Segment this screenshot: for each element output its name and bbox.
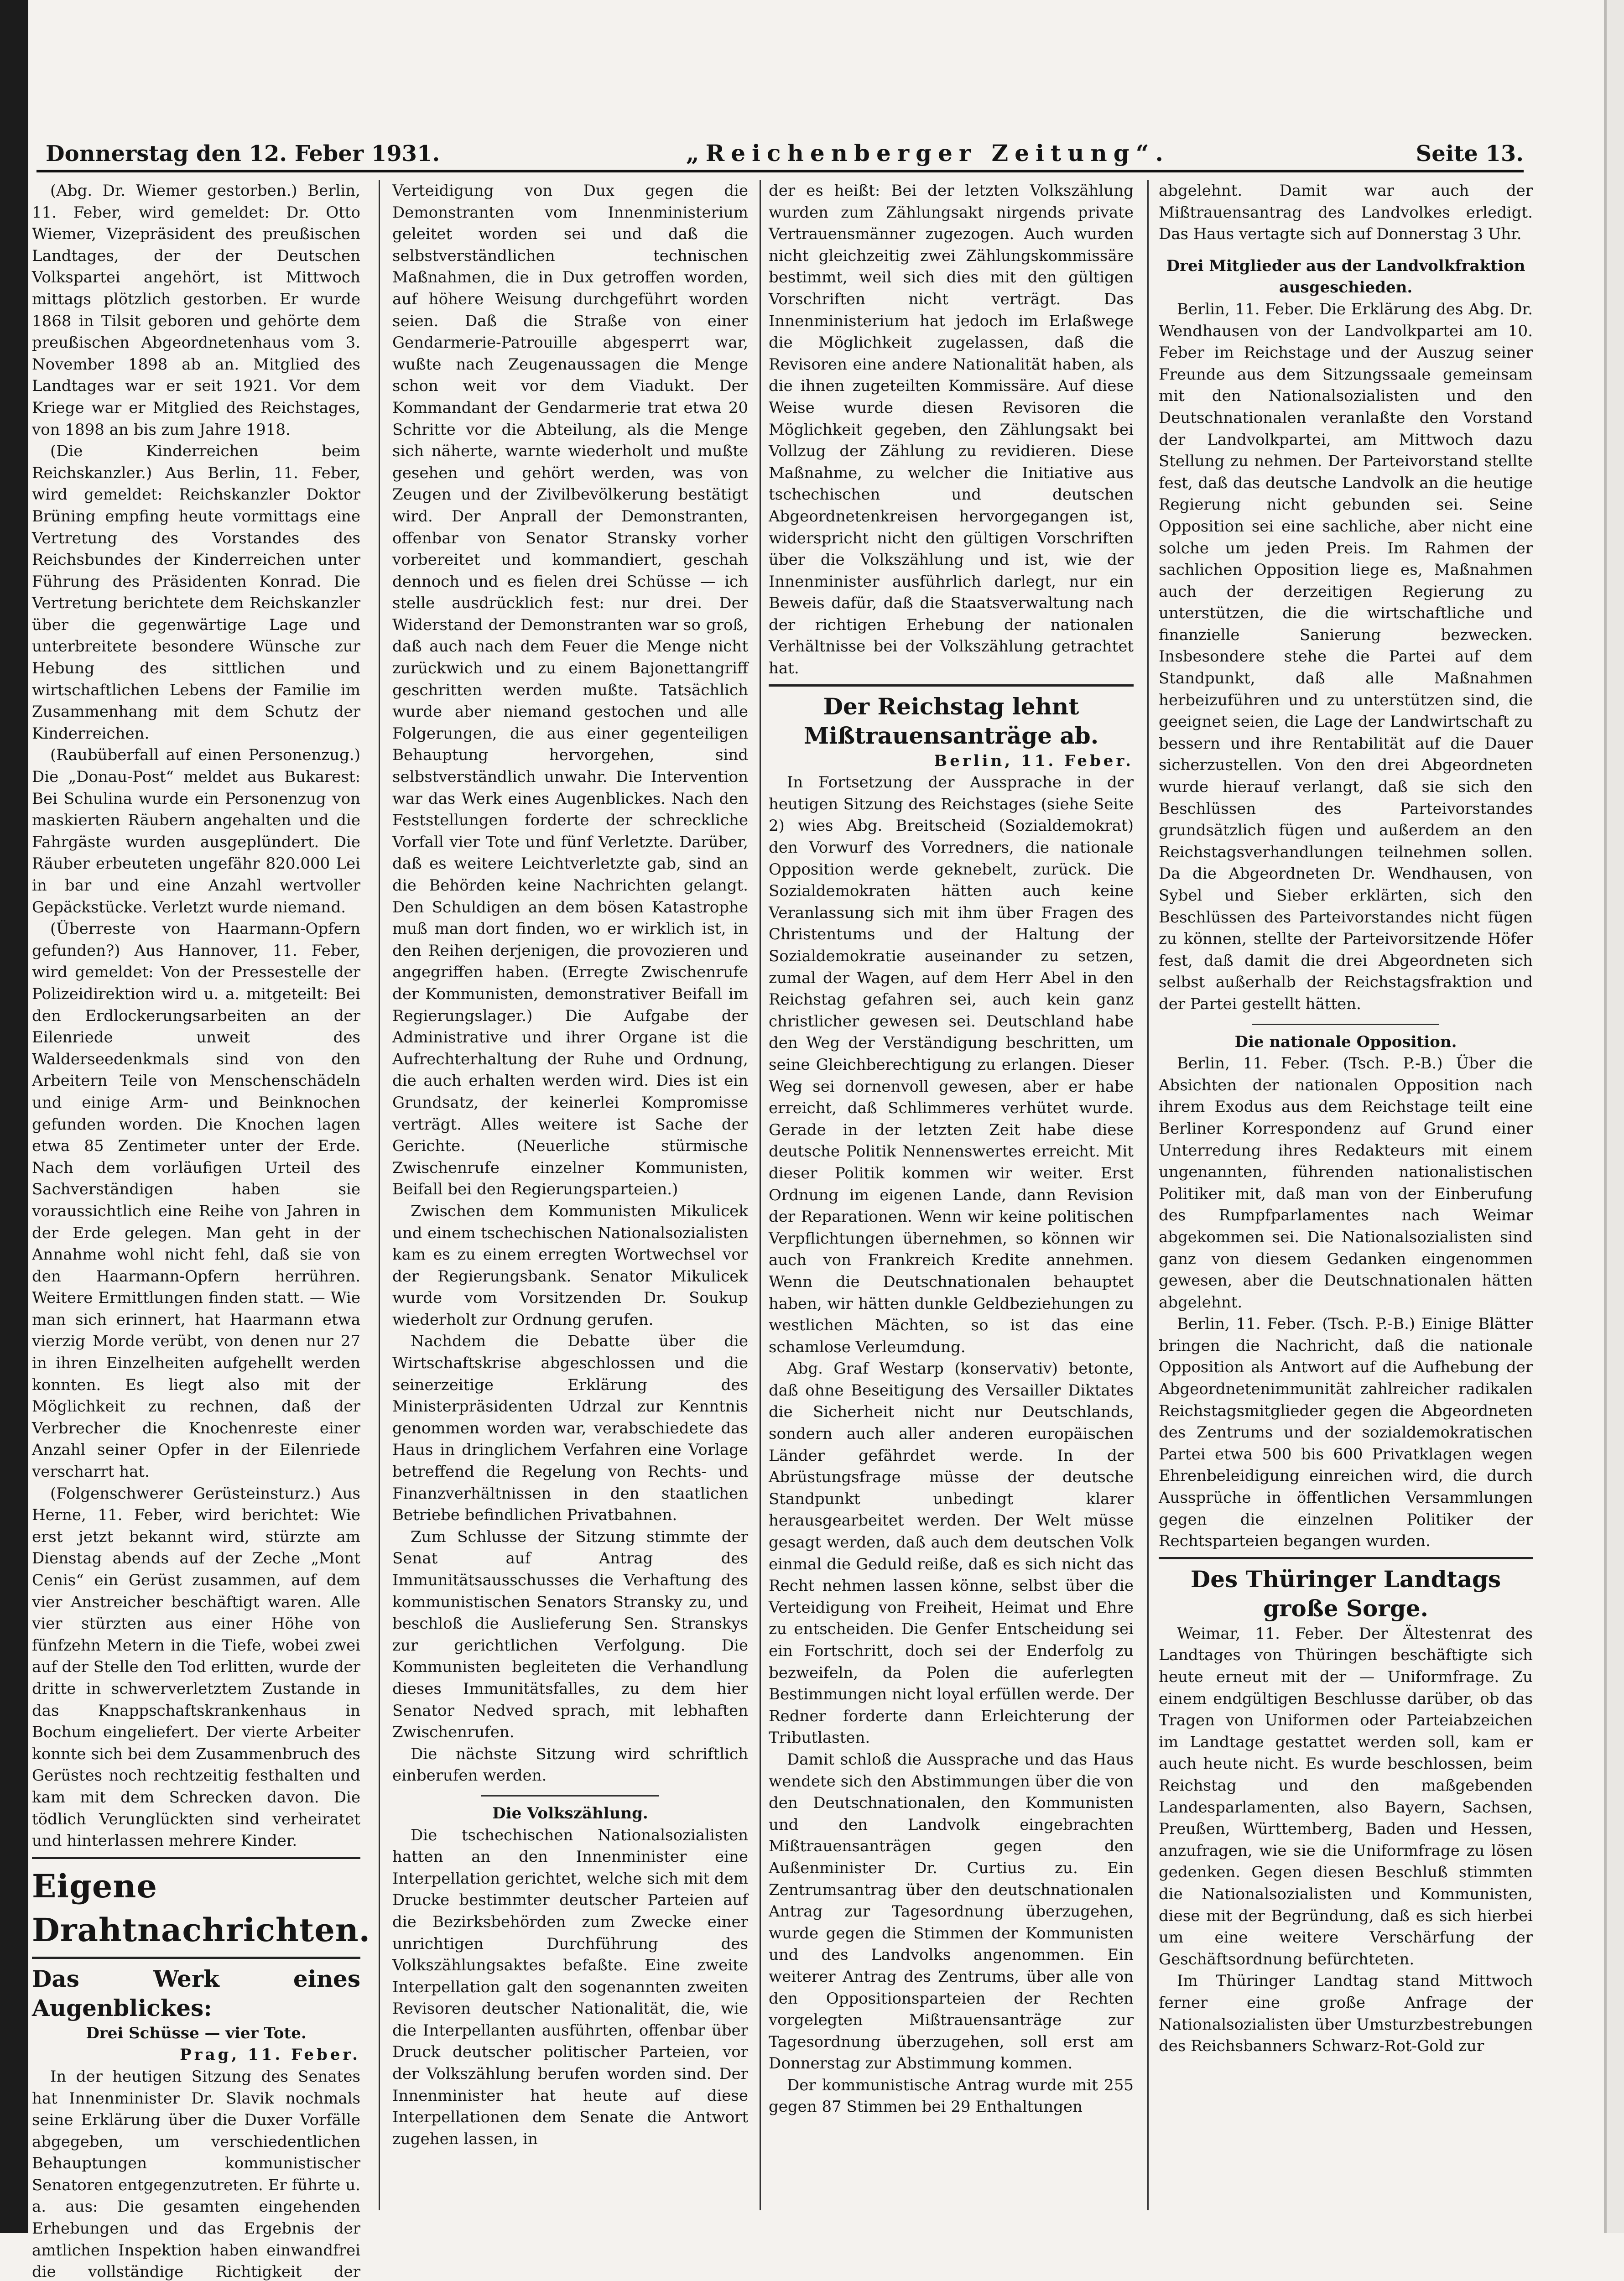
column-1: [32, 180, 371, 2281]
article-paragraph: In der heutigen Sitzung des Senates hat Innenminister Dr. Slavik nochmals seine Erklärung über die Duxer Vorfälle abgegeben, um verschiedentlichen Behauptungen kommunistischer Senatoren entgegenzutreten. Er führte u. a. aus: Die gesamten eingehenden Erhebungen und das Ergebnis der amtlichen Inspektion haben einwandfrei die vollständige Richtigkeit der: [32, 2067, 360, 2281]
article-paragraph: der es heißt: Bei der letzten Volkszählung wurden zum Zählungsakt nirgends private Vertrauensmänner zugezogen. Auch wurden nicht gleichzeitig zwei Zählungskommissäre bestimmt, weil sich dies mit den gültigen Vorschriften nicht verträgt. Das Innenministerium hat jedoch im Erlaßwege die Möglichkeit zugelassen, daß die Revisoren eine andere Nationalität haben, als die ihnen zugeteilten Kommissäre. Auf diese Weise wurde diesen Revisoren die Möglichkeit gegeben, den Zählungsakt bei Vollzug der Zählung zu revidieren. Diese Maßnahme, zu welcher die Initiative aus tschechischen und deutschen Abgeordnetenkreisen hervorgegangen ist, widerspricht nicht den gültigen Vorschriften über die Volkszählung und ist, wie der Innenminister ausführlich darlegt, nur ein Beweis dafür, daß die Staatsverwaltung nach der richtigen Erhebung der nationalen Verhältnisse bei der Volkszählung getrachtet hat.: [769, 182, 1134, 678]
article-heading: Drei Mitglieder aus der Landvolkfraktion ausgeschieden.: [1166, 256, 1525, 297]
article-paragraph: Der kommunistische Antrag wurde mit 255 gegen 87 Stimmen bei 29 Enthaltungen: [769, 2076, 1134, 2116]
scan-edge-left: [0, 0, 28, 2233]
article-subhead: Drei Schüsse — vier Tote.: [86, 2024, 307, 2042]
article-headline: Der Reichstag lehnt: [823, 693, 1079, 720]
article-paragraph: Berlin, 11. Feber. (Tsch. P.-B.) Einige Blätter bringen die Nachricht, daß die nationale Opposition als Antwort auf die Aufhebung der Abgeordnetenimmunität zahlreicher radikalen Reichstagsmitglieder gegen die Abgeordneten des Zentrums und der sozialdemokratischen Partei etwa 500 bis 600 Privatklagen wegen Ehrenbeleidigung einreichen wird, die durch Aussprüche in öffentlichen Versammlungen gegen die einzelnen Politiker der Rechtsparteien begangen wurden.: [1159, 1315, 1533, 1551]
section-rule: [1252, 1024, 1439, 1025]
article-dateline: Berlin, 11. Feber.: [934, 751, 1134, 770]
column-separator: [379, 180, 380, 2210]
article-paragraph: Abg. Graf Westarp (konservativ) betonte, daß ohne Beseitigung des Versailler Diktates die Sicherheit nicht nur Deutschlands, sondern auch aller anderen europäischen Länder gefährdet werde. In der Abrüstungsfrage müsse der deutsche Standpunkt unbedingt klarer herausgearbeitet werden. Der Welt müsse gesagt werden, daß auch dem deutschen Volk einmal die Geduld reiße, daß es sich nicht das Recht nehmen lassen könne, selbst über die Verteidigung von Freiheit, Heimat und Ehre zu entscheiden. Die Genfer Entscheidung sei ein Fortschritt, doch sei der Enderfolg zu bezweifeln, da Polen die auferlegten Bestimmungen nicht loyal erfüllen werde. Der Redner forderte dann Erleichterung der Tributlasten.: [769, 1359, 1134, 1747]
column-4: [1159, 180, 1533, 2219]
article-headline: Des Thüringer Landtags: [1190, 1565, 1501, 1593]
scan-edge-right: [1604, 0, 1624, 2233]
article-paragraph: Die tschechischen Nationalsozialisten hatten an den Innenminister eine Interpellation gerichtet, welche sich mit dem Drucke bestimmter deutscher Parteien auf die Bezirksbehörden zum Zwecke einer unrichtigen Durchführung des Volkszählungsaktes befaßte. Eine zweite Interpellation galt den sogenannten zweiten Revisoren deutscher Nationalität, die, wie die Interpellanten ausführten, offenbar über Druck deutscher politischer Parteien, vor der Volkszählung berufen worden sind. Der Innenminister hat heute auf diese Interpellationen dem Senate die Antwort zugehen lassen, in: [392, 1826, 748, 2148]
article-paragraph: (Überreste von Haarmann-Opfern gefunden?) Aus Hannover, 11. Feber, wird gemeldet: Von der Pressestelle der Polizeidirektion wird u. a. mitgeteilt: Bei den Erdlockerungsarbeiten an der Eilenriede unweit des Walderseedenkmals sind von den Arbeitern Teile von Menschenschädeln und einige Arm- und Beinknochen gefunden worden. Die Knochen lagen etwa 85 Zentimeter unter der Erde. Nach dem vorläufigen Urteil des Sachverständigen haben sie voraussichtlich eine Reihe von Jahren in der Erde gelegen. Man geht in der Annahme wohl nicht fehl, daß sie von den Haarmann-Opfern herrühren. Weitere Ermittlungen finden statt. — Wie man sich erinnert, hat Haarmann etwa vierzig Morde verübt, von denen nur 27 in ihren Einzelheiten aufgehellt werden konnten. Es liegt also mit der Möglichkeit zu rechnen, daß der Verbrecher die Knochenreste einer Anzahl seiner Opfer in der Eilenriede verscharrt hat.: [32, 920, 360, 1481]
article-paragraph: Die nächste Sitzung wird schriftlich einberufen werden.: [392, 1745, 748, 1785]
column-3: [769, 180, 1134, 2219]
article-paragraph: Zum Schlusse der Sitzung stimmte der Senat auf Antrag des Immunitätsausschusses die Verhaftung des kommunistischen Senators Stransky zu, und beschloß die Auslieferung Sen. Stranskys zur gerichtlichen Verfolgung. Die Kommunisten begleiteten die Verhandlung dieses Immunitätsfalles, zu dem hier Senator Nedved sprach, mit lebhaften Zwischenrufen.: [392, 1527, 748, 1742]
article-paragraph: Im Thüringer Landtag stand Mittwoch ferner eine große Anfrage der Nationalsozialisten über Umsturzbestrebungen des Reichsbanners Schwarz-Rot-Gold zur: [1159, 1972, 1533, 2056]
article-paragraph: Zwischen dem Kommunisten Mikulicek und einem tschechischen Nationalsozialisten kam es zu einem erregten Wortwechsel vor der Regierungsbank. Senator Mikulicek wurde vom Vorsitzenden Dr. Soukup wiederholt zur Ordnung gerufen.: [392, 1202, 748, 1329]
page-header: [46, 130, 1524, 167]
article-paragraph: Damit schloß die Aussprache und das Haus wendete sich den Abstimmungen über die von den Deutschnationalen, den Kommunisten und den Landvolk eingebrachten Mißtrauensanträgen gegen den Außenminister Dr. Curtius zu. Ein Zentrumsantrag über den deutschnationalen Antrag zur Tagesordnung überzugehen, wurde gegen die Stimmen der Kommunisten und des Landvolks angenommen. Ein weiterer Antrag des Zentrums, über alle von den Oppositionsparteien der Rechten vorgelegten Mißtrauensanträge zur Tagesordnung überzugehen, soll erst am Donnerstag zur Abstimmung kommen.: [769, 1750, 1134, 2073]
section-rule: [32, 1857, 360, 1859]
section-rule: [769, 684, 1134, 687]
article-headline: Das Werk eines Augenblickes:: [32, 1965, 360, 2021]
section-rule: [481, 1795, 659, 1797]
column-separator: [760, 180, 761, 2210]
column-2: [392, 180, 748, 2219]
article-paragraph: abgelehnt. Damit war auch der Mißtrauensantrag des Landvolkes erledigt. Das Haus vertagte sich auf Donnerstag 3 Uhr.: [1159, 182, 1533, 244]
section-rule: [1159, 1557, 1533, 1559]
article-paragraph: (Abg. Dr. Wiemer gestorben.) Berlin, 11. Feber, wird gemeldet: Dr. Otto Wiemer, Vizepräsident des preußischen Landtages, der der Deutschen Volkspartei angehört, ist Mittwoch mittags plötzlich gestorben. Er wurde 1868 in Tilsit geboren und gehörte dem preußischen Abgeordnetenhaus vom 3. November 1898 ab an. Mitglied des Landtages war er seit 1921. Vor dem Kriege war er Mitglied des Reichstages, von 1898 an bis zum Jahre 1918.: [32, 182, 360, 439]
article-heading: Die Volkszählung.: [492, 1804, 648, 1823]
section-banner: Eigene Drahtnachrichten.: [32, 1867, 371, 1949]
header-rule: [36, 170, 1524, 172]
article-paragraph: Weimar, 11. Feber. Der Ältestenrat des Landtages von Thüringen beschäftigte sich heute erneut mit der — Uniformfrage. Zu einem endgültigen Beschlusse darüber, ob das Tragen von Uniformen oder Parteiabzeichen im Landtage gestattet werden soll, kam er auch heute nicht. Es wurde beschlossen, beim Reichstag und den maßgebenden Landesparlamenten, also Bayern, Sachsen, Preußen, Württemberg, Baden und Hessen, anzufragen, wie sie die Uniformfrage zu lösen gedenken. Gegen diesen Beschluß stimmten die Nationalsozialisten und Kommunisten, diese mit der Begründung, daß es sich hierbei um eine weitere Verschärfung der Geschäftsordnung befürchteten.: [1159, 1624, 1533, 1969]
article-paragraph: (Raubüberfall auf einen Personenzug.) Die „Donau-Post“ meldet aus Bukarest: Bei Schulina wurde ein Personenzug von maskierten Räubern angehalten und die Fahrgäste wurden ausgeplündert. Die Räuber erbeuteten ungefähr 820.000 Lei in bar und eine Anzahl wertvoller Gepäckstücke. Verletzt wurde niemand.: [32, 746, 360, 917]
article-paragraph: (Folgenschwerer Gerüsteinsturz.) Aus Herne, 11. Feber, wird berichtet: Wie erst jetzt bekannt wird, stürzte am Dienstag abends auf der Zeche „Mont Cenis“ ein Gerüst zusammen, auf dem vier Anstreicher beschäftigt waren. Alle vier stürzten aus einer Höhe von fünfzehn Metern in die Tiefe, wobei zwei auf der Stelle den Tod erlitten, wurde der dritte in schwerverletztem Zustande in das Knappschaftskrankenhaus in Bochum eingeliefert. Der vierte Arbeiter konnte sich bei dem Zusammenbruch des Gerüstes noch rechtzeitig festhalten und kam mit dem Schrecken davon. Die tödlich Verunglückten sind verheiratet und hinterlassen mehrere Kinder.: [32, 1484, 360, 1850]
article-headline: große Sorge.: [1263, 1594, 1428, 1622]
article-heading: Die nationale Opposition.: [1234, 1032, 1457, 1051]
article-headline: Mißtrauensanträge ab.: [803, 722, 1099, 749]
article-paragraph: Verteidigung von Dux gegen die Demonstranten vom Innenministerium geleitet worden sei und daß die selbstverständlichen technischen Maßnahmen, die in Dux getroffen worden, auf höhere Weisung durchgeführt worden seien. Daß die Straße von einer Gendarmerie-Patrouille abgesperrt war, wußte nach Zeugenaussagen die Menge schon weit vor dem Viadukt. Der Kommandant der Gendarmerie trat etwa 20 Schritte vor die Abteilung, als die Menge sich näherte, warnte wiederholt und mußte gesehen und gehört werden, was von Zeugen und der Zivilbevölkerung bestätigt wird. Der Anprall der Demonstranten, offenbar von Senator Stransky vorher vorbereitet und kommandiert, geschah dennoch und es fielen drei Schüsse — ich stelle ausdrücklich fest: nur drei. Der Widerstand der Demonstranten war so groß, daß auch nach dem Feuer die Menge nicht zurückwich und zu einem Bajonettangriff geschritten werden mußte. Tatsächlich wurde aber niemand gestochen und alle Folgerungen, die aus einer gegenteiligen Behauptung hervorgehen, sind selbstverständlich unwahr. Die Intervention war das Werk eines Augenblickes. Nach den Feststellungen forderte der schreckliche Vorfall vier Tote und fünf Verletzte. Darüber, daß es weitere Leichtverletzte gab, sind an die Behörden keine Nachrichten gelangt. Den Schuldigen an dem bösen Katastrophe muß man dort finden, wo er wirklich ist, in den Reihen derjenigen, die provozieren und angegriffen haben. (Erregte Zwischenrufe der Kommunisten, demonstrativer Beifall im Regierungslager.) Die Aufgabe der Administrative und ihrer Organe ist die Aufrechterhaltung der Ruhe und Ordnung, die auch erhalten werden wird. Dies ist ein Grundsatz, der keinerlei Kompromisse verträgt. Alles weitere ist Sache der Gerichte. (Neuerliche stürmische Zwischenrufe einzelner Kommunisten, Beifall bei den Regierungsparteien.): [392, 182, 748, 1199]
section-rule: [32, 1957, 360, 1959]
header-date: Donnerstag den 12. Feber 1931.: [46, 141, 440, 167]
column-separator: [1147, 180, 1149, 2210]
header-page-number: Seite 13.: [1416, 141, 1524, 167]
article-paragraph: Berlin, 11. Feber. (Tsch. P.-B.) Über die Absichten der nationalen Opposition nach ihrem Exodus aus dem Reichstage teilt eine Berliner Korrespondenz auf Grund einer Unterredung ihres Redakteurs mit einem ungenannten, führenden nationalistischen Politiker mit, daß man von der Einberufung des Rumpfparlamentes nach Weimar abgekommen sei. Die Nationalsozialisten sind ganz von diesem Gedanken eingenommen gewesen, aber die Deutschnationalen hätten abgelehnt.: [1159, 1054, 1533, 1312]
article-paragraph: (Die Kinderreichen beim Reichskanzler.) Aus Berlin, 11. Feber, wird gemeldet: Reichskanzler Doktor Brüning empfing heute vormittags eine Vertretung des Vorstandes des Reichsbundes der Kinderreichen unter Führung des Präsidenten Konrad. Die Vertretung berichtete dem Reichskanzler über die gegenwärtige Lage und unterbreitete besondere Wünsche zur Hebung des sittlichen und wirtschaftlichen Lebens der Familie im Zusammenhang mit dem Schutz der Kinderreichen.: [32, 442, 360, 743]
article-paragraph: Nachdem die Debatte über die Wirtschaftskrise abgeschlossen und die seinerzeitige Erklärung des Ministerpräsidenten Udrzal zur Kenntnis genommen worden war, verabschiedete das Haus in dringlichem Verfahren eine Vorlage betreffend die Regelung von Rechts- und Finanzverhältnissen in den staatlichen Betriebe befindlichen Privatbahnen.: [392, 1332, 748, 1525]
article-dateline: Prag, 11. Feber.: [180, 2046, 360, 2064]
article-paragraph: Berlin, 11. Feber. Die Erklärung des Abg. Dr. Wendhausen von der Landvolkpartei am 10. Feber im Reichstage und der Auszug seiner Freunde aus dem Sitzungssaale gemeinsam mit den Nationalsozialisten und den Deutschnationalen veranlaßte den Vorstand der Landvolkpartei, am Mittwoch dazu Stellung zu nehmen. Der Parteivorstand stellte fest, daß das deutsche Landvolk an die heutige Regierung nicht gebunden sei. Seine Opposition sei eine sachliche, aber nicht eine solche um jeden Preis. Im Rahmen der sachlichen Opposition liege es, Maßnahmen auch der derzeitigen Regierung zu unterstützen, die die wirtschaftliche und finanzielle Sanierung bezwecken. Insbesondere stehe die Partei auf dem Standpunkt, daß alle Maßnahmen herbeizuführen und zu unterstützen sind, die geeignet seien, die Lage der Landwirtschaft zu bessern und ihre Rentabilität auf die Dauer sicherzustellen. Von den drei Abgeordneten wurde hierauf verlangt, daß sie sich den Beschlüssen des Parteivorstandes grundsätzlich fügen und außerdem an den Reichstagsverhandlungen teilnehmen sollen. Da die Abgeordneten Dr. Wendhausen, von Sybel und Sieber erklärten, sich den Beschlüssen des Parteivorstandes nicht fügen zu können, stellte der Parteivorsitzende Höfer fest, daß damit die drei Abgeordneten sich selbst außerhalb der Reichstagsfraktion und der Partei gestellt hätten.: [1159, 300, 1533, 1013]
article-paragraph: In Fortsetzung der Aussprache in der heutigen Sitzung des Reichstages (siehe Seite 2) wies Abg. Breitscheid (Sozialdemokrat) den Vorwurf des Vorredners, die nationale Opposition werde geknebelt, zurück. Die Sozialdemokraten hätten auch keine Veranlassung sich mit ihm über Fragen des Christentums und der Haltung der Sozialdemokratie auseinander zu setzen, zumal der Wagen, auf dem Herr Abel in den Reichstag gefahren sei, auch kein ganz christlicher gewesen sei. Deutschland habe den Weg der Verständigung beschritten, um seine Gleichberechtigung zu erlangen. Dieser Weg sei dornenvoll gewesen, aber er habe erreicht, daß Schlimmeres verhütet wurde. Gerade in der letzten Zeit habe diese deutsche Politik Nennenswertes erreicht. Mit dieser Politik kommen wir weiter. Erst Ordnung im eigenen Lande, dann Revision der Reparationen. Wenn wir keine politischen Verpflichtungen übernehmen, so können wir auch von Frankreich Kredite annehmen. Wenn die Deutschnationalen behauptet haben, wir hätten dunkle Geldbeziehungen zu westlichen Mächten, so ist das eine schamlose Verleumdung.: [769, 773, 1134, 1356]
newspaper-page: [32, 0, 1533, 2281]
header-title: „Reichenberger Zeitung“.: [686, 140, 1170, 167]
